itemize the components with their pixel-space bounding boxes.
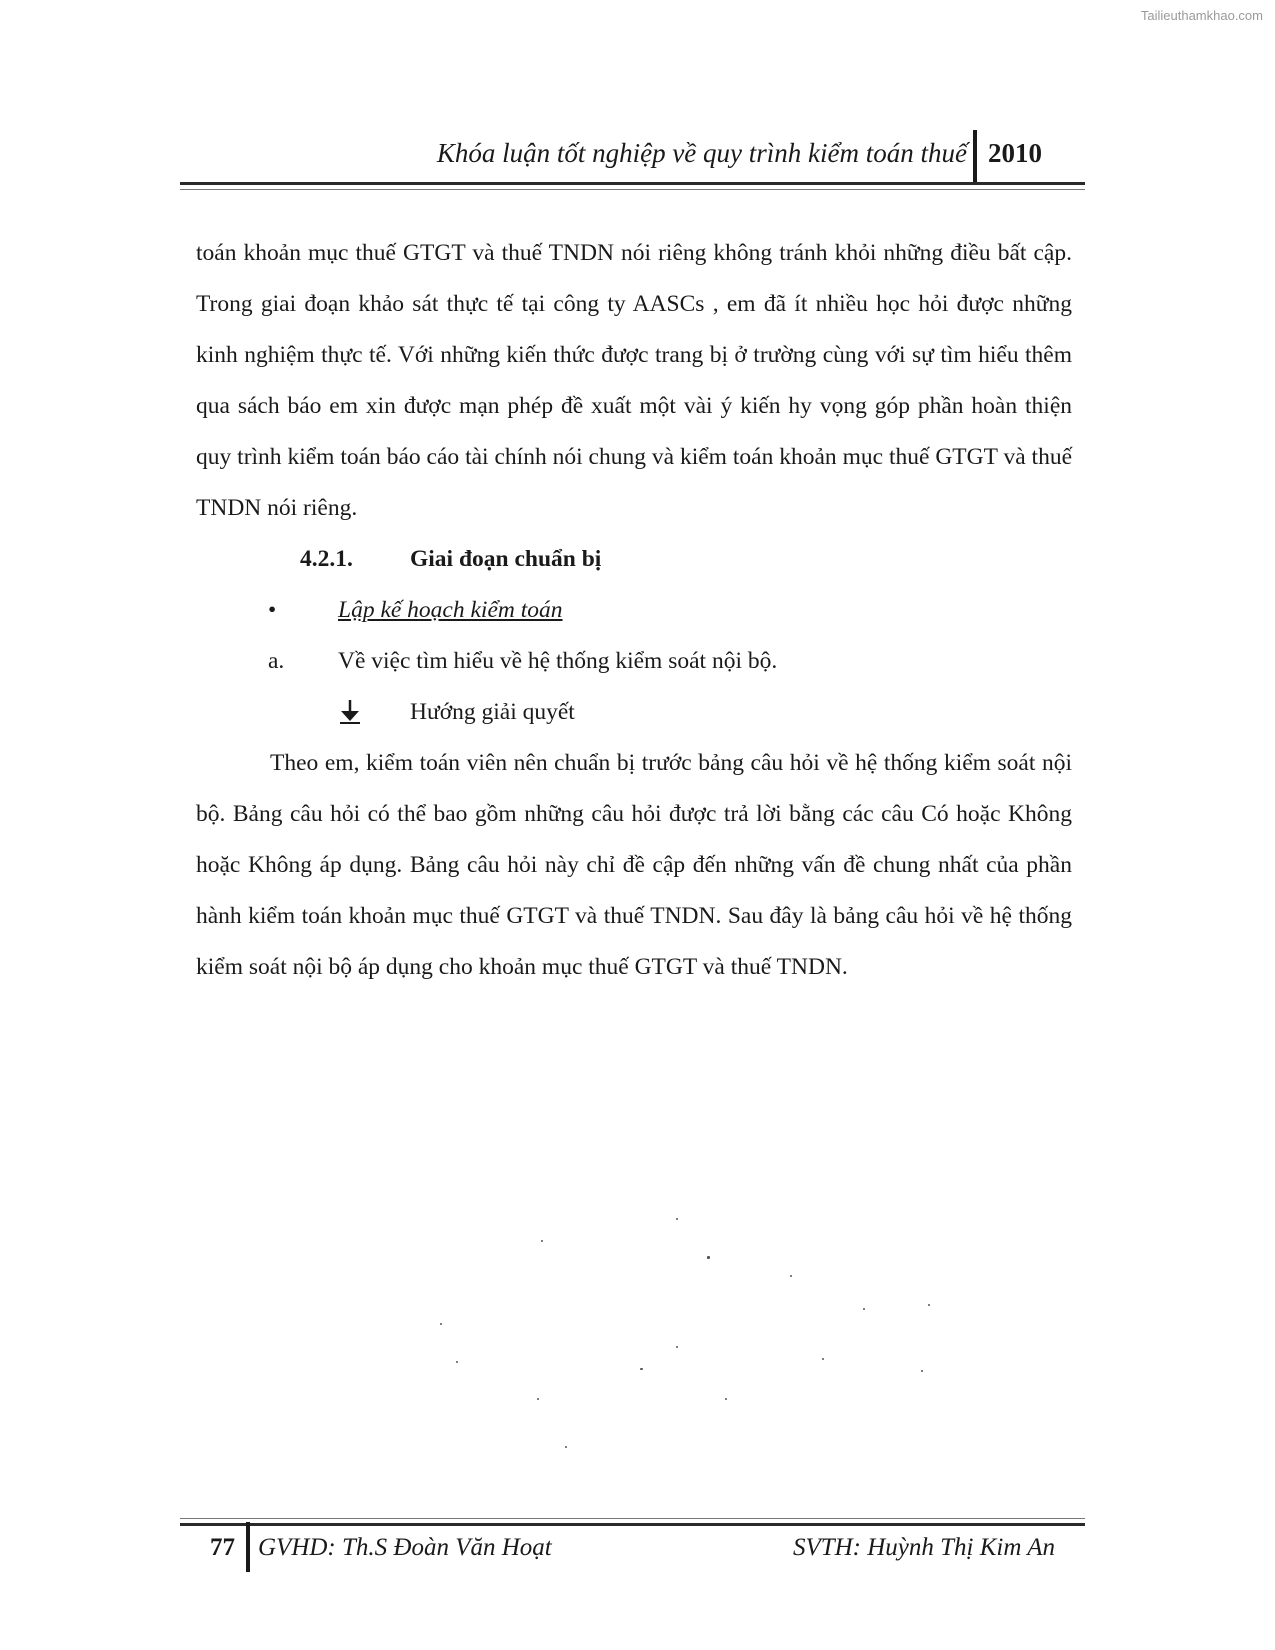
- scan-speck: [921, 1370, 923, 1372]
- sub-item: [196, 687, 1072, 738]
- bullet-item: [196, 585, 1072, 636]
- header-divider: [973, 130, 977, 184]
- header-rule: [180, 182, 1085, 190]
- scan-speck: [676, 1218, 678, 1220]
- watermark: Tailieuthamkhao.com: [1140, 8, 1263, 23]
- student-name: SVTH: Huỳnh Thị Kim An: [792, 1534, 1055, 1561]
- scan-speck: [537, 1398, 539, 1400]
- bullet-text: Lập kế hoạch kiểm toán: [338, 597, 563, 623]
- scan-speck: [928, 1304, 930, 1306]
- scan-speck: [565, 1446, 567, 1448]
- scan-speck: [456, 1361, 458, 1363]
- down-arrow-icon: [338, 699, 362, 725]
- body-paragraph: Theo em, kiểm toán viên nên chuẩn bị trước bảng câu hỏi về hệ thống kiểm soát nội bộ. Bảng câu hỏi có thể bao gồm những câu hỏi được trả lời bằng các câu Có hoặc Không hoặc Không áp dụng. Bảng câu hỏi này chỉ đề cập đến những vấn đề chung nhất của phần hành kiểm toán khoản mục thuế GTGT và thuế TNDN. Sau đây là bảng câu hỏi về hệ thống kiểm soát nội bộ áp dụng cho khoản mục thuế GTGT và thuế TNDN.: [196, 750, 1072, 980]
- section-title: Giai đoạn chuẩn bị: [410, 546, 602, 572]
- scan-speck: [707, 1256, 710, 1259]
- scan-speck: [863, 1308, 865, 1310]
- list-item: [196, 636, 1072, 687]
- scan-speck: [541, 1240, 543, 1242]
- scan-speck: [640, 1368, 643, 1370]
- sub-item-text: Hướng giải quyết: [410, 699, 575, 725]
- page-number: 77: [210, 1534, 235, 1561]
- header-title: Khóa luận tốt nghiệp về quy trình kiểm toán thuế: [436, 138, 967, 168]
- advisor-name: GVHD: Th.S Đoàn Văn Hoạt: [258, 1534, 552, 1561]
- scan-speck: [725, 1398, 727, 1400]
- page-header: [180, 128, 1085, 182]
- section-heading: [196, 534, 1072, 585]
- item-letter: a.: [268, 648, 285, 674]
- header-year: 2010: [988, 138, 1042, 168]
- footer-divider: [246, 1522, 250, 1572]
- scan-speck: [822, 1358, 824, 1360]
- intro-paragraph: toán khoản mục thuế GTGT và thuế TNDN nói riêng không tránh khỏi những điều bất cập. Trong giai đoạn khảo sát thực tế tại công ty AASCs , em đã ít nhiều học hỏi được những kinh nghiệm thực tế. Với những kiến thức được trang bị ở trường cùng với sự tìm hiểu thêm qua sách báo em xin được mạn phép đề xuất một vài ý kiến hy vọng góp phần hoàn thiện quy trình kiểm toán báo cáo tài chính nói chung và kiểm toán khoản mục thuế GTGT và thuế TNDN nói riêng.: [196, 240, 1072, 521]
- item-text: Về việc tìm hiểu về hệ thống kiểm soát nội bộ.: [338, 648, 778, 674]
- page-content: [196, 228, 1072, 993]
- scan-speck: [790, 1275, 792, 1277]
- bullet-icon: •: [268, 597, 277, 623]
- scan-speck: [440, 1323, 442, 1325]
- section-number: 4.2.1.: [300, 546, 353, 572]
- page-footer: [180, 1522, 1085, 1582]
- scan-speck: [676, 1346, 678, 1348]
